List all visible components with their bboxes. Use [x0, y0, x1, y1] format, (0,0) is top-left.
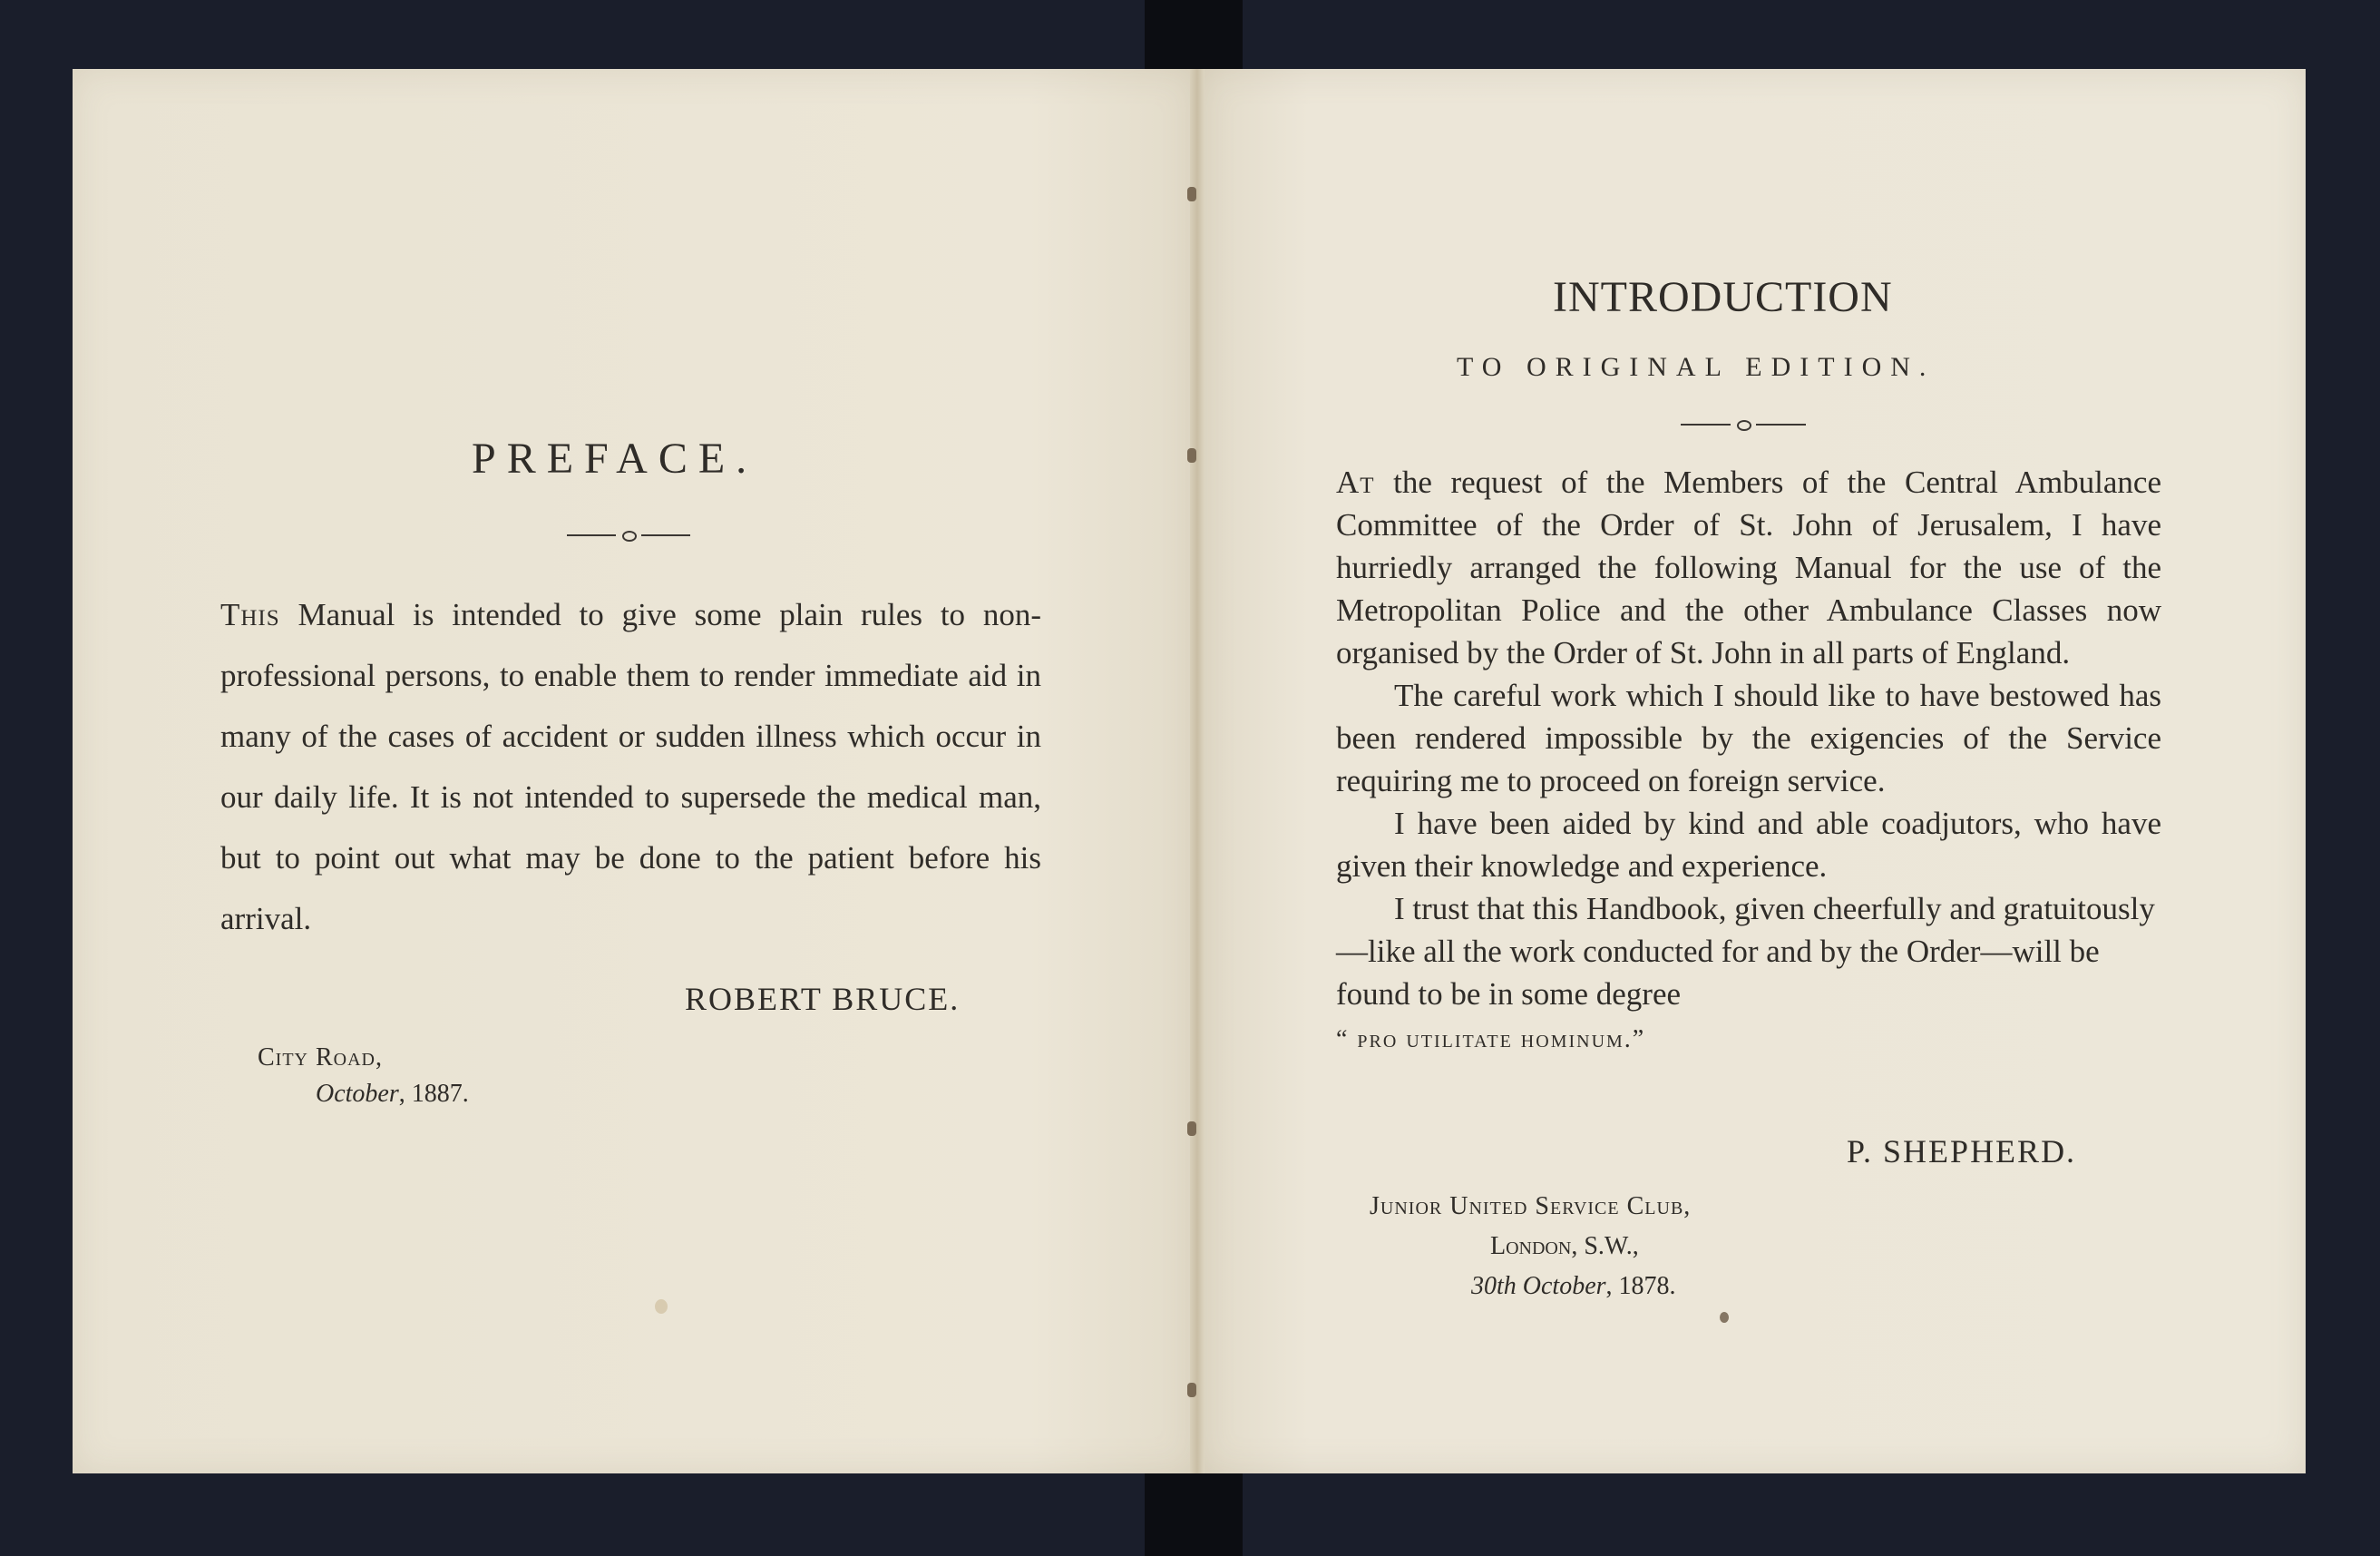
introduction-place-city: London, S.W., [1490, 1232, 1639, 1260]
preface-body [220, 584, 1041, 949]
introduction-subtitle: TO ORIGINAL EDITION. [1457, 352, 1936, 382]
binding-staple [1187, 1383, 1196, 1397]
binding-staple [1187, 448, 1196, 463]
title-ornament [1681, 416, 1806, 434]
introduction-paragraph-text: the request of the Members of the Central Ambulance Committee of the Order of St. John of Jerusalem, I have hurriedly arranged the following Manual for the use of the Metropolitan Police and the other Ambulance Classes now organised by the Order of St. John in all parts of England. [1336, 465, 2161, 670]
title-ornament [567, 526, 690, 544]
introduction-title: INTRODUCTION [1553, 273, 1893, 321]
introduction-paragraph: I have been aided by kind and able coadjutors, who have given their knowledge and experience. [1336, 806, 2161, 884]
introduction-paragraph-lead: At [1336, 465, 1375, 500]
introduction-paragraph: The careful work which I should like to have bestowed has been rendered impossible by the exigencies of the Service requiring me to proceed on foreign service. [1336, 678, 2161, 798]
preface-signature: ROBERT BRUCE. [685, 981, 961, 1017]
introduction-paragraph-text: I trust that this Handbook, given cheerfully and gratuitously—like all the work conducted for and by the Order—will be found to be in some degree [1336, 891, 2155, 1012]
introduction-motto: “ pro utilitate hominum.” [1336, 1025, 1646, 1053]
introduction-date-day: 30th October [1471, 1272, 1606, 1300]
introduction-date [1471, 1272, 1676, 1301]
introduction-place: Junior United Service Club, [1370, 1192, 1692, 1220]
preface-body-lead: This [220, 597, 280, 632]
ink-spot [1720, 1312, 1729, 1323]
book-gutter [1190, 69, 1205, 1473]
preface-body-text: Manual is intended to give some plain rules to non-professional persons, to enable them to render immediate aid in many of the cases of accident or sudden illness which occur in our daily life. It is not intended to supersede the medical man, but to point out what may be done to the patient before his arrival. [220, 597, 1041, 936]
preface-date-month: October [316, 1080, 399, 1108]
preface-title: PREFACE. [472, 435, 758, 483]
introduction-paragraph [1336, 887, 2161, 1061]
introduction-date-year: , 1878. [1605, 1272, 1676, 1300]
introduction-body [1336, 461, 2161, 1061]
preface-place: City Road, [258, 1043, 384, 1072]
preface-date [316, 1080, 469, 1109]
binding-staple [1187, 1121, 1196, 1136]
introduction-signature: P. SHEPHERD. [1847, 1133, 2077, 1169]
introduction-paragraph [1336, 461, 2161, 674]
binding-staple [1187, 187, 1196, 201]
preface-date-year: , 1887. [398, 1080, 469, 1108]
foxing-spot [655, 1299, 668, 1314]
